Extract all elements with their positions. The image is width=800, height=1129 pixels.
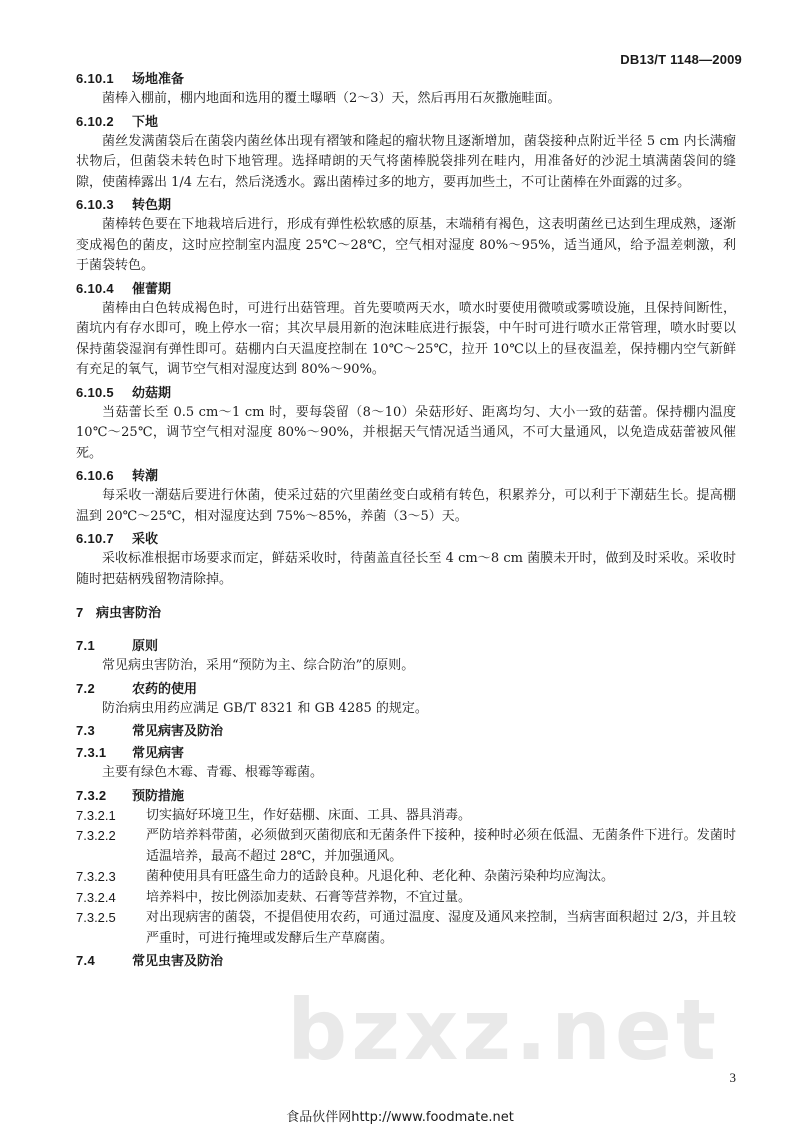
section-number: 7.2 [76,680,95,696]
document-code: DB13/T 1148—2009 [620,52,742,67]
section-number: 7.1 [76,638,95,653]
section-7-3-2 [76,787,736,950]
section-number: 6.10.1 [76,71,114,86]
section-title: 原则 [132,639,159,654]
section-paragraph: 菌棒转色要在下地栽培后进行，形成有弹性松软感的原基，末端稍有褐色，这表明菌丝已达到生理成熟，逐渐变成褐色的菌皮，这时应控制室内温度 25℃～28℃，空气相对湿度 80%～95%，适当通风，给予温差刺激，利于菌袋转色。 [76,217,736,273]
section-heading [76,952,736,971]
section-number: 6.10.3 [76,197,114,212]
section-title: 常见病害及防治 [132,724,224,739]
section-number: 6.10.4 [76,280,114,296]
section-number: 6.10.5 [76,384,114,400]
section-6-10-7 [76,530,736,590]
list-item [76,826,736,867]
section-paragraph: 常见病虫害防治，采用“预防为主、综合防治”的原则。 [102,658,415,673]
item-text: 菌种使用具有旺盛生命力的适龄良种。凡退化种、老化种、杂菌污染种均应淘汰。 [146,869,615,884]
section-title: 转潮 [132,469,159,484]
section-number: 7.4 [76,953,95,968]
section-heading [76,196,736,215]
section-heading [76,467,736,486]
section-heading [76,280,736,299]
section-title: 农药的使用 [132,681,198,697]
section-title: 采收 [132,532,159,547]
section-7-3 [76,722,736,741]
page-number: 3 [729,1070,736,1085]
section-heading [76,637,736,656]
item-number: 7.3.2.4 [76,889,116,905]
section-number: 7.3 [76,723,95,738]
section-title: 预防措施 [132,788,185,804]
watermark: bzxz.net [287,981,720,1079]
section-7-3-1 [76,744,736,784]
section-heading [76,787,736,806]
section-heading [76,113,736,132]
item-text: 严防培养料带菌，必须做到灭菌彻底和无菌条件下接种，接种时必须在低温、无菌条件下进行。发菌时适温培养，最高不超过 28℃，并加强通风。 [146,828,736,864]
section-paragraph: 菌棒入棚前，棚内地面和选用的覆土曝晒（2～3）天，然后再用石灰撒施畦面。 [102,91,561,106]
section-title: 转色期 [132,198,172,213]
section-paragraph: 菌丝发满菌袋后在菌袋内菌丝体出现有褶皱和隆起的瘤状物且逐渐增加，菌袋接种点附近半径 5 cm 内长满瘤状物后，但菌袋未转色时下地管理。选择晴朗的天气将菌棒脱袋排列在畦内，用准备好的沙泥土填满菌袋间的缝隙，使菌棒露出 1/4 左右，然后浇透水。露出菌棒过多的地方，要再加些土，不可让菌棒在外面露的过多。 [76,133,736,190]
list-item [76,806,736,827]
section-6-10-3 [76,196,736,277]
section-6-10-6 [76,467,736,527]
item-text: 培养料中，按比例添加麦麸、石膏等营养物，不宜过量。 [146,889,472,905]
item-number: 7.3.2.1 [76,807,116,823]
page-header [0,0,800,70]
section-paragraph: 当菇蕾长至 0.5 cm～1 cm 时，要每袋留（8～10）朵菇形好、距离均匀、大小一致的菇蕾。保持棚内温度 10℃～25℃，调节空气相对湿度 80%～90%，并根据天气情况适当通风，不可大量通风，以免造成菇蕾被风催死。 [76,404,736,461]
item-text: 对出现病害的菌袋，不提倡使用农药，可通过温度、湿度及通风来控制，当病害面积超过 2/3，并且较严重时，可进行掩埋或发酵后生产草腐菌。 [146,910,736,946]
section-number: 6.10.2 [76,113,114,129]
section-6-10-5 [76,384,736,465]
section-heading [76,680,736,699]
list-item [76,888,736,909]
item-number: 7.3.2.2 [76,828,116,843]
item-text: 切实搞好环境卫生，作好菇棚、床面、工具、器具消毒。 [146,807,472,823]
list-item [76,908,736,949]
section-heading [76,530,736,549]
section-7-1 [76,637,736,677]
section-number: 6.10.6 [76,468,114,483]
section-title: 常见病害 [132,746,185,761]
section-6-10-1 [76,70,736,110]
section-6-10-4 [76,280,736,381]
section-number: 7.3.2 [76,787,107,803]
section-title: 幼菇期 [132,385,172,401]
section-paragraph: 菌棒由白色转成褐色时，可进行出菇管理。首先要喷两天水，喷水时要使用微喷或雾喷设施，且保持间断性，菌坑内有存水即可，晚上停水一宿；其次早晨用新的泡沫畦底进行振袋，中午时可进行喷水正常管理，喷水时要以保持菌袋湿润有弹性即可。菇棚内白天温度控制在 10℃～25℃，拉开 10℃以上的昼夜温差，保持棚内空气新鲜有充足的氧气，调节空气相对湿度达到 80%～90%。 [76,300,736,377]
item-number: 7.3.2.3 [76,869,116,884]
document-body [76,70,736,971]
chapter-number: 7 [76,605,84,620]
section-title: 常见虫害及防治 [132,954,224,969]
section-heading [76,70,736,89]
section-7-2 [76,680,736,720]
section-paragraph: 主要有绿色木霉、青霉、根霉等霉菌。 [102,765,324,780]
section-title: 下地 [132,114,159,130]
chapter-heading [76,604,736,623]
section-title: 场地准备 [132,72,185,87]
section-paragraph: 每采收一潮菇后要进行休菌，使采过菇的穴里菌丝变白或稍有转色，积累养分，可以利于下潮菇生长。提高棚温到 20℃～25℃，相对湿度达到 75%～85%，养菌（3～5）天。 [76,488,736,524]
section-heading [76,744,736,763]
section-paragraph: 采收标准根据市场要求而定，鲜菇采收时，待菌盖直径长至 4 cm～8 cm 菌膜未开时，做到及时采收。采收时随时把菇柄残留物清除掉。 [76,551,736,587]
section-heading [76,384,736,403]
section-heading [76,722,736,741]
footer-source: 食品伙伴网http://www.foodmate.net [286,1110,514,1125]
chapter-title: 病虫害防治 [96,606,162,621]
section-paragraph: 防治病虫用药应满足 GB/T 8321 和 GB 4285 的规定。 [102,700,428,716]
section-number: 7.3.1 [76,745,107,760]
section-6-10-2 [76,113,736,194]
item-number: 7.3.2.5 [76,910,116,925]
list-item [76,867,736,888]
section-number: 6.10.7 [76,531,114,546]
section-title: 催蕾期 [132,281,172,297]
